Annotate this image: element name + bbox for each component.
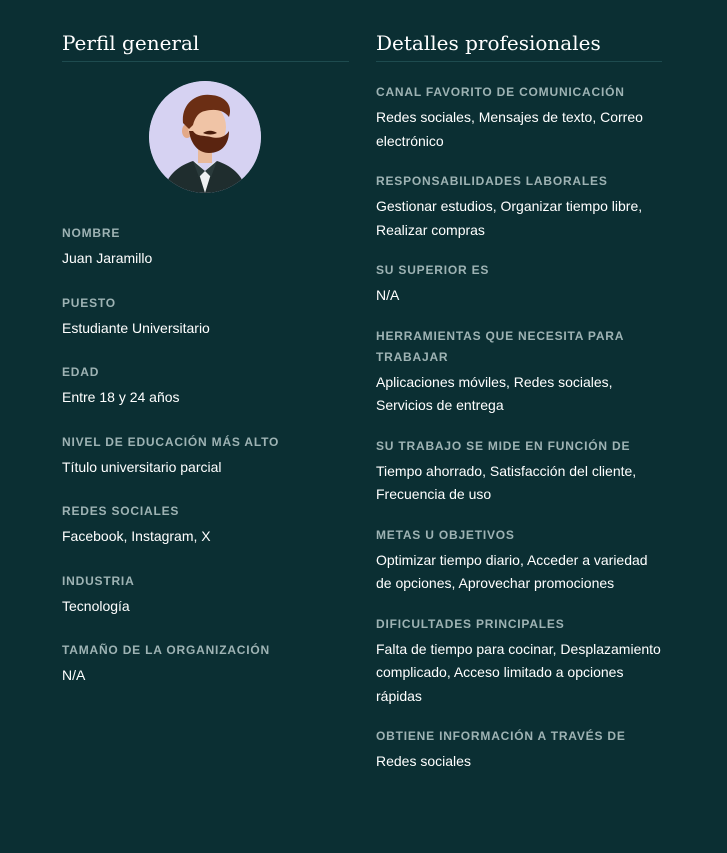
field-position xyxy=(62,293,349,341)
field-value: N/A xyxy=(376,287,400,303)
field-age xyxy=(62,362,349,410)
field-label: DIFICULTADES PRINCIPALES xyxy=(376,616,565,631)
field-label: SU TRABAJO SE MIDE EN FUNCIÓN DE xyxy=(376,438,631,453)
field-value: Redes sociales, Mensajes de texto, Correo electrónico xyxy=(376,109,643,149)
field-value: Juan Jaramillo xyxy=(62,250,153,266)
field-label: HERRAMIENTAS QUE NECESITA PARA TRABAJAR xyxy=(376,328,624,364)
general-profile-column xyxy=(62,0,349,710)
field-value: N/A xyxy=(62,667,86,683)
field-label: EDAD xyxy=(62,365,100,379)
general-profile-fields xyxy=(62,223,349,688)
field-information-sources xyxy=(376,726,662,774)
field-label: CANAL FAVORITO DE COMUNICACIÓN xyxy=(376,85,625,99)
user-avatar-bearded-man-icon xyxy=(149,81,261,193)
field-tools xyxy=(376,326,662,418)
field-label: REDES SOCIALES xyxy=(62,504,180,518)
field-responsibilities xyxy=(376,171,662,242)
field-label: PUESTO xyxy=(62,295,116,310)
field-value: Tiempo ahorrado, Satisfacción del cliente, Frecuencia de uso xyxy=(376,462,637,502)
field-value: Falta de tiempo para cocinar, Desplazamiento complicado, Acceso limitado a opciones rápidas xyxy=(376,640,661,704)
field-value: Tecnología xyxy=(62,597,130,614)
field-main-difficulties xyxy=(376,614,662,709)
field-value: Gestionar estudios, Organizar tiempo libre, Realizar compras xyxy=(376,198,643,238)
field-superior xyxy=(376,260,662,308)
field-label: METAS U OBJETIVOS xyxy=(376,527,515,542)
field-label: INDUSTRIA xyxy=(62,573,135,588)
field-measured-by xyxy=(376,436,662,507)
field-goals xyxy=(376,525,662,596)
field-name xyxy=(62,223,349,271)
field-value: Título universitario parcial xyxy=(62,458,222,475)
field-label: NOMBRE xyxy=(62,226,121,240)
field-label: OBTIENE INFORMACIÓN A TRAVÉS DE xyxy=(376,729,626,743)
professional-details-fields xyxy=(376,82,662,774)
field-value: Facebook, Instagram, X xyxy=(62,528,211,544)
field-label: TAMAÑO DE LA ORGANIZACIÓN xyxy=(62,643,270,657)
professional-details-title: Detalles profesionales xyxy=(376,0,662,62)
field-industry xyxy=(62,571,349,619)
field-label: NIVEL DE EDUCACIÓN MÁS ALTO xyxy=(62,434,280,449)
field-value: Aplicaciones móviles, Redes sociales, Servicios de entrega xyxy=(376,373,613,413)
avatar-container xyxy=(60,81,349,193)
field-value: Entre 18 y 24 años xyxy=(62,389,180,405)
field-favorite-channel xyxy=(376,82,662,153)
field-label: RESPONSABILIDADES LABORALES xyxy=(376,174,608,188)
field-social-networks xyxy=(62,501,349,549)
professional-details-column xyxy=(376,0,662,792)
field-label: SU SUPERIOR ES xyxy=(376,263,490,277)
field-education xyxy=(62,432,349,480)
general-profile-title: Perfil general xyxy=(62,0,349,62)
field-organization-size xyxy=(62,640,349,688)
field-value: Redes sociales xyxy=(376,753,471,769)
field-value: Optimizar tiempo diario, Acceder a variedad de opciones, Aprovechar promociones xyxy=(376,551,648,591)
field-value: Estudiante Universitario xyxy=(62,319,210,336)
